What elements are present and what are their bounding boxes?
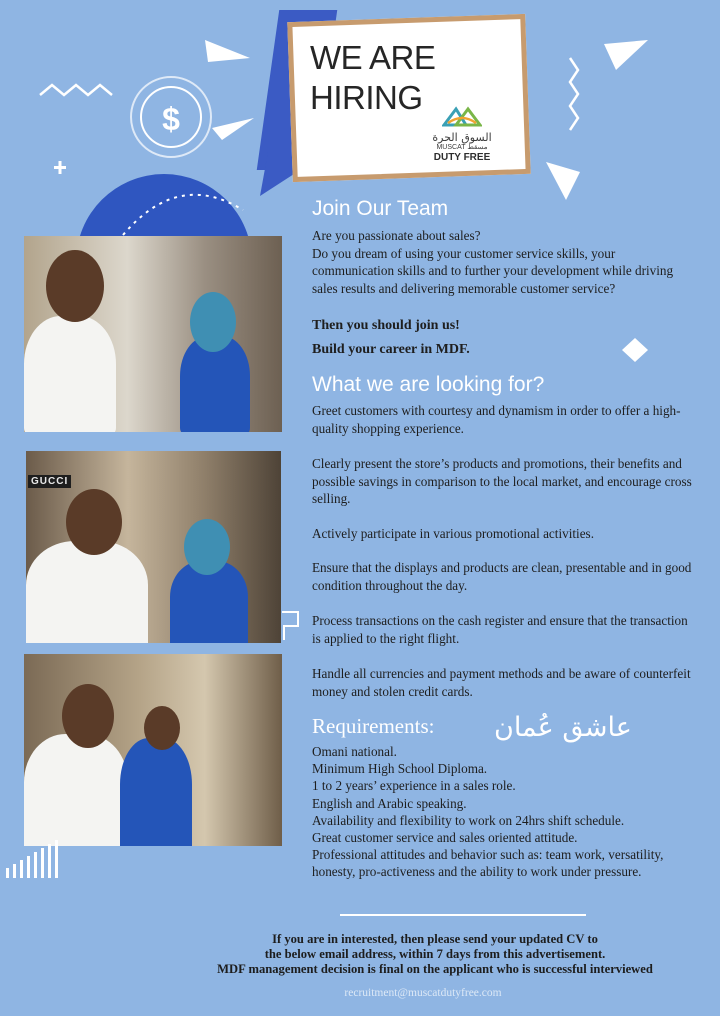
footer-line-1: If you are in interested, then please send your updated CV to [272, 932, 598, 946]
mountain-logo-icon [442, 105, 482, 127]
requirement-item: English and Arabic speaking. [312, 795, 467, 811]
join-title: Join Our Team [312, 197, 449, 220]
requirement-item: Great customer service and sales oriented attitude. [312, 830, 578, 846]
recruitment-email: recruitment@muscatdutyfree.com [344, 987, 502, 999]
looking-item: Handle all currencies and payment methods and be aware of counterfeit money and stolen credit cards. [312, 666, 691, 699]
logo-arabic-text: السوق الحرة [432, 131, 492, 144]
company-logo [430, 105, 494, 161]
photo-staff-service [24, 654, 282, 846]
join-cta-1: Then you should join us! [312, 318, 460, 333]
photo-staff-greeting [24, 236, 282, 432]
footer-line-2: the below email address, within 7 days from this advertisement. [264, 947, 606, 961]
zigzag-left [40, 85, 112, 95]
triangle-right [546, 162, 580, 200]
join-cta-2: Build your career in MDF. [312, 342, 470, 357]
logo-muscat-text: MUSCAT مسقط [436, 144, 488, 151]
dollar-icon: $ [140, 86, 202, 148]
logo-duty-free-text: DUTY FREE [433, 152, 491, 163]
looking-item: Greet customers with courtesy and dynamism in order to offer a high-quality shopping experience. [312, 403, 681, 436]
looking-title: What we are looking for? [312, 373, 545, 396]
join-intro-line-2: Do you dream of using your customer service skills, your communication skills and to further your development while driving sales results and delivering memorable customer service? [312, 245, 674, 296]
stripe-triangle [4, 838, 62, 878]
requirement-item: Omani national. [312, 744, 397, 759]
requirement-item: Minimum High School Diploma. [312, 761, 488, 777]
application-instructions [170, 932, 700, 977]
headline [310, 38, 435, 118]
join-intro-line-1: Are you passionate about sales? [312, 228, 481, 243]
triangle-top-left [205, 40, 250, 62]
requirements-title: Requirements: [312, 714, 435, 738]
step-line [282, 612, 298, 640]
footer-line-3: MDF management decision is final on the applicant who is successful interviewed [217, 962, 653, 976]
looking-item: Ensure that the displays and products are clean, presentable and in good condition throughout the day. [312, 560, 692, 593]
headline-line-2: HIRING [310, 79, 423, 116]
zigzag-right [570, 58, 578, 130]
plus-vertical [59, 161, 62, 174]
diamond-shape [622, 338, 648, 362]
triangle-top-right [604, 40, 648, 70]
requirement-item: Availability and flexibility to work on 24hrs shift schedule. [312, 812, 625, 828]
dashed-arc [118, 180, 248, 240]
headline-line-1: WE ARE [310, 39, 436, 76]
requirement-item: 1 to 2 years’ experience in a sales role. [312, 778, 516, 794]
arabic-watermark: عاشق عُمان [494, 712, 632, 743]
looking-item: Actively participate in various promotional activities. [312, 526, 594, 541]
triangle-left [212, 118, 254, 140]
footer-divider [340, 914, 586, 916]
store-sign: GUCCI [28, 475, 71, 488]
join-intro [312, 227, 692, 297]
looking-item: Process transactions on the cash register and ensure that the transaction is applied to the right flight. [312, 613, 688, 646]
looking-item: Clearly present the store’s products and promotions, their benefits and possible savings in comparison to the local market, and encourage cross selling. [312, 456, 692, 506]
photo-staff-assisting [26, 451, 281, 643]
requirements-list [312, 743, 692, 881]
requirement-item: Professional attitudes and behavior such as: team work, versatility, honesty, pro-activeness and the ability to work under pressure. [312, 847, 664, 880]
